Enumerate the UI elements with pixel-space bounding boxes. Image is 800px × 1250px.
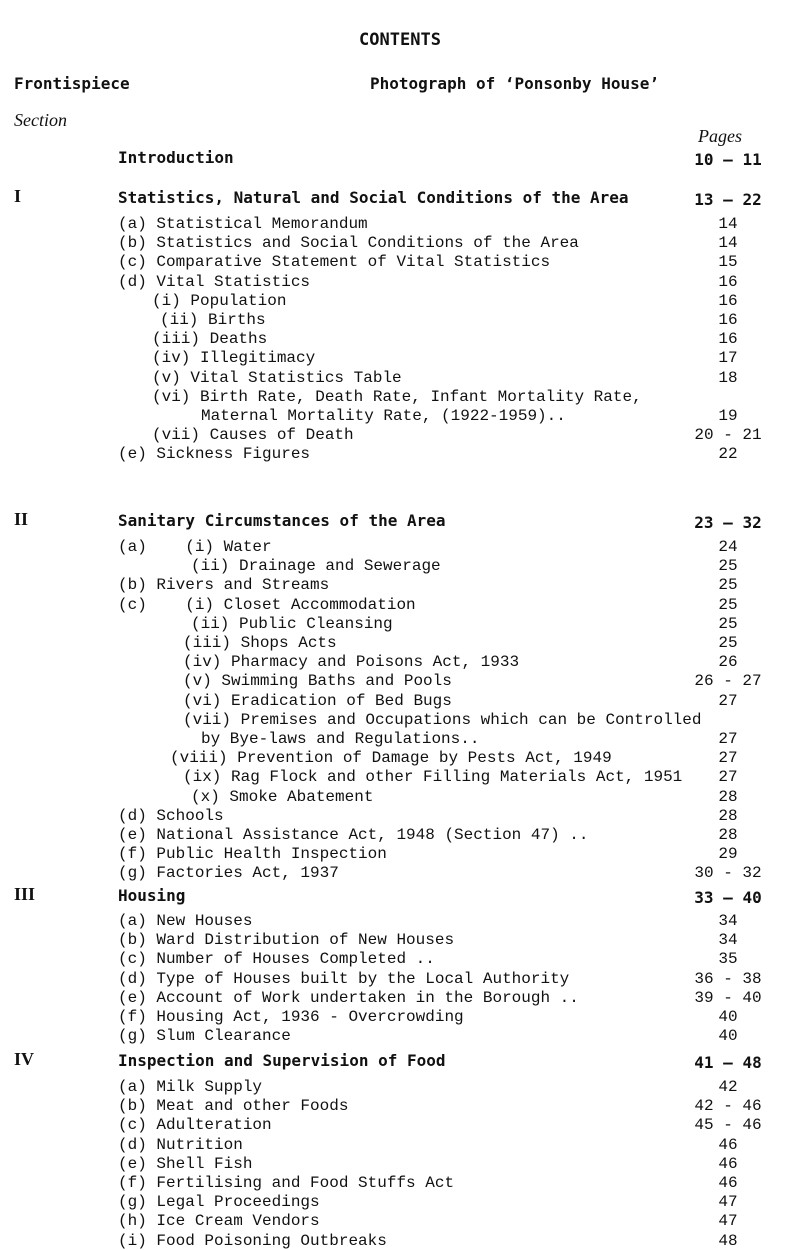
toc-entry-label: (d) Type of Houses built by the Local Authority [118,970,570,988]
toc-entry-page: 26 [718,653,738,671]
toc-entry-label: (b) Rivers and Streams [118,576,330,594]
toc-entry-page: 25 [718,634,738,652]
section-numeral: II [14,509,29,529]
toc-entry-page: 45 - 46 [694,1116,762,1134]
toc-entry-page: 26 - 27 [694,672,762,690]
toc-entry-page: 25 [718,557,738,575]
toc-entry-page: 42 [718,1078,738,1096]
frontispiece-text: Photograph of ‘Ponsonby House’ [370,74,659,93]
pages-label: Pages [698,126,742,146]
toc-entry-page: 46 [718,1155,738,1173]
toc-entry-page: 27 [718,768,738,786]
toc-entry-page: 42 - 46 [694,1097,762,1115]
toc-entry-label: (g) Slum Clearance [118,1027,291,1045]
toc-entry-page: 19 [718,407,738,425]
toc-entry-label: (g) Factories Act, 1937 [118,864,339,882]
toc-entry-label: (vii) Premises and Occupations which can be Controlled [183,711,702,729]
toc-entry-label: (v) Vital Statistics Table [152,369,402,387]
toc-entry-label: (c) Adulteration [118,1116,272,1134]
toc-entry-label: (e) Sickness Figures [118,445,311,463]
toc-entry-label: (c) Comparative Statement of Vital Statistics [118,253,551,271]
toc-entry-label: (e) National Assistance Act, 1948 (Section 47) .. [118,826,589,844]
toc-entry-label: (b) Ward Distribution of New Houses [118,931,455,949]
toc-entry-page: 20 - 21 [694,426,762,444]
toc-entry-page: 27 [718,749,738,767]
section-heading: Statistics, Natural and Social Conditions of the Area [118,188,629,207]
toc-entry-label: (ii) Births [160,311,266,329]
toc-entry-label: (i) Food Poisoning Outbreaks [118,1232,387,1250]
toc-entry-page: 40 [718,1027,738,1045]
section-heading: Housing [118,886,186,905]
toc-entry-page: 30 - 32 [694,864,762,882]
toc-entry-page: 48 [718,1232,738,1250]
toc-entry-page: 27 [718,692,738,710]
toc-entry-page: 34 [718,912,738,930]
toc-entry-page: 47 [718,1193,738,1211]
toc-entry-label: (v) Swimming Baths and Pools [183,672,452,690]
section-pages: 33 – 40 [694,888,762,907]
toc-entry-page: 22 [718,445,738,463]
toc-entry-label: (viii) Prevention of Damage by Pests Act, 1949 [170,749,612,767]
toc-entry-label: (a) Statistical Memorandum [118,215,368,233]
toc-entry-label: (f) Fertilising and Food Stuffs Act [118,1174,455,1192]
toc-entry-page: 47 [718,1212,738,1230]
toc-entry-page: 24 [718,538,738,556]
toc-entry-page: 14 [718,215,738,233]
toc-entry-label: (iii) Deaths [152,330,268,348]
toc-entry-page: 17 [718,349,738,367]
toc-entry-label: (d) Vital Statistics [118,273,311,291]
frontispiece-label: Frontispiece [14,74,130,93]
section-pages: 23 – 32 [694,513,762,532]
section-heading: Sanitary Circumstances of the Area [118,511,446,530]
toc-entry-label: (f) Housing Act, 1936 - Overcrowding [118,1008,464,1026]
toc-entry-page: 36 - 38 [694,970,762,988]
toc-entry-label: (a) (i) Water [118,538,272,556]
toc-entry-label: (i) Population [152,292,287,310]
toc-entry-page: 25 [718,615,738,633]
toc-entry-page: 16 [718,273,738,291]
toc-entry-page: 25 [718,596,738,614]
section-numeral: I [14,186,22,206]
toc-entry-label: (ii) Drainage and Sewerage [191,557,441,575]
toc-entry-label: (vi) Birth Rate, Death Rate, Infant Mortality Rate, [152,388,642,406]
toc-entry-page: 16 [718,311,738,329]
toc-entry-label: (c) Number of Houses Completed .. [118,950,435,968]
toc-entry-page: 16 [718,330,738,348]
toc-entry-label: (iv) Pharmacy and Poisons Act, 1933 [183,653,520,671]
toc-entry-label: (ii) Public Cleansing [191,615,393,633]
toc-entry-label: (x) Smoke Abatement [191,788,374,806]
section-heading: Inspection and Supervision of Food [118,1051,446,1070]
toc-entry-label: (iv) Illegitimacy [152,349,316,367]
toc-entry-label: (vii) Causes of Death [152,426,354,444]
introduction-label: Introduction [118,148,234,167]
toc-entry-label: (vi) Eradication of Bed Bugs [183,692,452,710]
section-pages: 41 – 48 [694,1053,762,1072]
toc-entry-label: (d) Nutrition [118,1136,243,1154]
section-pages: 13 – 22 [694,190,762,209]
section-label: Section [14,110,67,130]
toc-entry-page: 15 [718,253,738,271]
toc-entry-page: 25 [718,576,738,594]
toc-entry-label: by Bye-laws and Regulations.. [201,730,480,748]
toc-entry-label: (e) Account of Work undertaken in the Borough .. [118,989,579,1007]
toc-entry-label: (h) Ice Cream Vendors [118,1212,320,1230]
toc-entry-page: 16 [718,292,738,310]
section-numeral: IV [14,1049,35,1069]
toc-entry-label: (c) (i) Closet Accommodation [118,596,416,614]
toc-entry-page: 18 [718,369,738,387]
toc-entry-page: 39 - 40 [694,989,762,1007]
toc-entry-page: 27 [718,730,738,748]
toc-entry-page: 40 [718,1008,738,1026]
toc-entry-label: (g) Legal Proceedings [118,1193,320,1211]
toc-entry-page: 28 [718,788,738,806]
toc-entry-page: 28 [718,826,738,844]
toc-entry-label: Maternal Mortality Rate, (1922-1959).. [201,407,566,425]
section-numeral: III [14,884,36,904]
introduction-pages: 10 – 11 [694,150,762,169]
toc-entry-page: 28 [718,807,738,825]
toc-entry-label: (a) Milk Supply [118,1078,263,1096]
toc-entry-page: 46 [718,1136,738,1154]
toc-entry-label: (f) Public Health Inspection [118,845,387,863]
toc-entry-page: 35 [718,950,738,968]
toc-entry-page: 46 [718,1174,738,1192]
toc-entry-label: (iii) Shops Acts [183,634,337,652]
toc-entry-label: (b) Meat and other Foods [118,1097,349,1115]
toc-entry-page: 34 [718,931,738,949]
toc-entry-label: (a) New Houses [118,912,253,930]
toc-entry-page: 29 [718,845,738,863]
toc-entry-label: (e) Shell Fish [118,1155,253,1173]
toc-entry-label: (ix) Rag Flock and other Filling Materials Act, 1951 [183,768,683,786]
page-title: CONTENTS [359,30,441,50]
toc-entry-label: (d) Schools [118,807,224,825]
toc-entry-page: 14 [718,234,738,252]
toc-entry-label: (b) Statistics and Social Conditions of the Area [118,234,579,252]
